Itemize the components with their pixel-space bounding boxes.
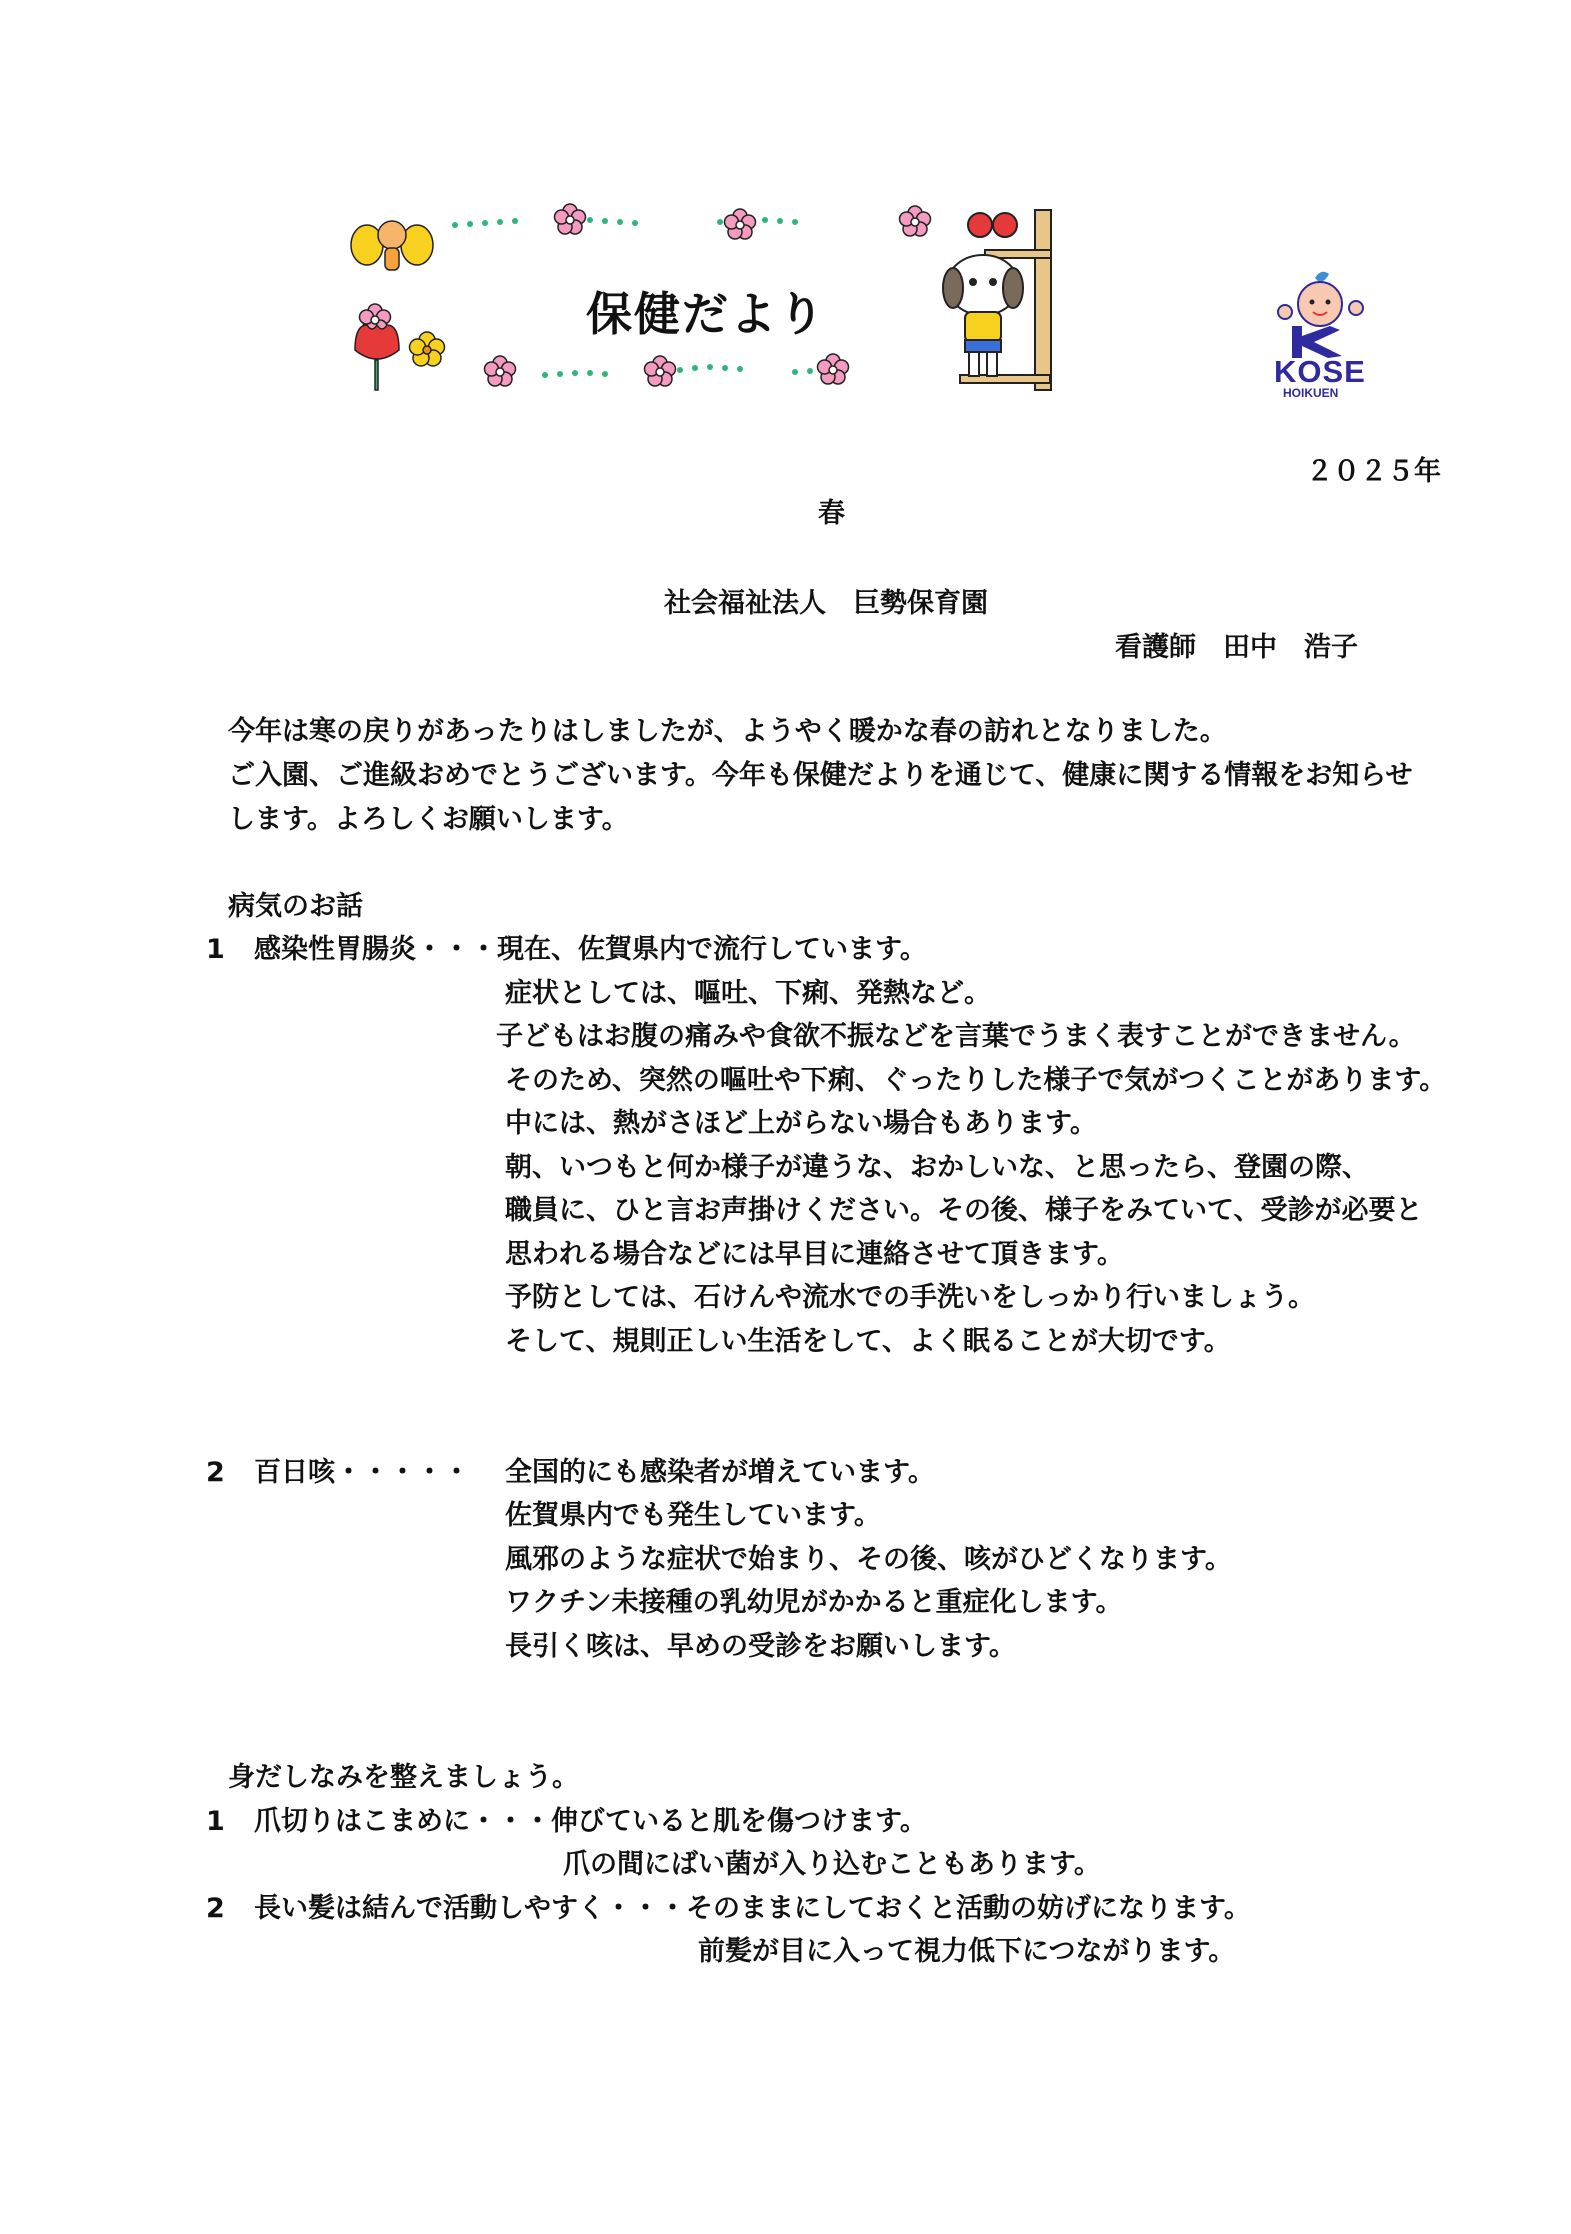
grooming-item: 長い髪は結んで活動しやすく・・・そのままにしておくと活動の妨げになります。 bbox=[254, 1893, 1251, 1924]
illness-heading: 病気のお話 bbox=[228, 891, 363, 922]
yellow-flower-icon bbox=[410, 332, 445, 366]
illness-item-line: そのため、突然の嘔吐や下痢、ぐったりした様子で気がつくことがあります。 bbox=[505, 1065, 1447, 1096]
butterfly-icon bbox=[351, 221, 433, 270]
grooming-heading: 身だしなみを整えましょう。 bbox=[228, 1762, 579, 1793]
illness-item-line: 思われる場合などには早目に連絡させて頂きます。 bbox=[505, 1239, 1124, 1270]
kose-mascot-icon bbox=[1270, 270, 1370, 360]
intro-line: 今年は寒の戻りがあったりはしましたが、ようやく暖かな春の訪れとなりました。 bbox=[228, 716, 1227, 747]
illness-item-line: ワクチン未接種の乳幼児がかかると重症化します。 bbox=[505, 1587, 1123, 1618]
illness-item-line: 職員に、ひと言お声掛けください。その後、様子をみていて、受診が必要と bbox=[505, 1195, 1423, 1226]
kose-hoikuen-logo bbox=[1270, 270, 1370, 400]
grooming-item-cont: 爪の間にばい菌が入り込むこともあります。 bbox=[563, 1849, 1101, 1880]
list-number: 2 bbox=[206, 1893, 225, 1924]
illness-item-line: 朝、いつもと何か様子が違うな、おかしいな、と思ったら、登園の際、 bbox=[505, 1152, 1369, 1183]
organization: 社会福祉法人 巨勢保育園 bbox=[664, 588, 988, 619]
newsletter-title: 保健だより bbox=[586, 287, 826, 341]
dog-character-icon bbox=[943, 210, 1051, 390]
illness-item-line: 全国的にも感染者が増えています。 bbox=[505, 1457, 935, 1488]
season: 春 bbox=[818, 498, 845, 529]
illness-item-title: 感染性胃腸炎・・・現在、佐賀県内で流行しています。 bbox=[254, 934, 927, 965]
illness-item-line: 子どもはお腹の痛みや食欲不振などを言葉でうまく表すことができません。 bbox=[496, 1021, 1416, 1052]
grooming-item: 爪切りはこまめに・・・伸びていると肌を傷つけます。 bbox=[254, 1806, 927, 1837]
illness-item-line: 長引く咳は、早めの受診をお願いします。 bbox=[505, 1631, 1016, 1662]
list-number: 1 bbox=[206, 1806, 225, 1837]
tulip-icon bbox=[355, 325, 399, 390]
list-number: 2 bbox=[206, 1457, 225, 1488]
logo-text: KOSE bbox=[1274, 354, 1366, 389]
list-number: 1 bbox=[206, 934, 225, 965]
intro-line: ご入園、ご進級おめでとうございます。今年も保健だよりを通じて、健康に関する情報をお知らせ bbox=[228, 760, 1413, 791]
illness-item-line: 予防としては、石けんや流水での手洗いをしっかり行いましょう。 bbox=[505, 1282, 1315, 1313]
intro-line: します。よろしくお願いします。 bbox=[228, 804, 629, 835]
illness-item-line: そして、規則正しい生活をして、よく眠ることが大切です。 bbox=[505, 1326, 1231, 1357]
author: 看護師 田中 浩子 bbox=[1115, 632, 1358, 663]
grooming-item-cont: 前髪が目に入って視力低下につながります。 bbox=[698, 1936, 1236, 1967]
illness-item-line: 佐賀県内でも発生しています。 bbox=[505, 1500, 881, 1531]
illness-item-line: 風邪のような症状で始まり、その後、咳がひどくなります。 bbox=[505, 1544, 1232, 1575]
logo-subtext: HOIKUEN bbox=[1283, 386, 1339, 400]
illness-item-line: 症状としては、嘔吐、下痢、発熱など。 bbox=[505, 978, 991, 1009]
illness-item-title: 百日咳・・・・・ bbox=[254, 1457, 470, 1488]
dotted-line-bottom bbox=[542, 364, 813, 378]
illness-item-line: 中には、熱がさほど上がらない場合もあります。 bbox=[505, 1108, 1097, 1139]
year: ２０２５年 bbox=[1306, 456, 1441, 487]
